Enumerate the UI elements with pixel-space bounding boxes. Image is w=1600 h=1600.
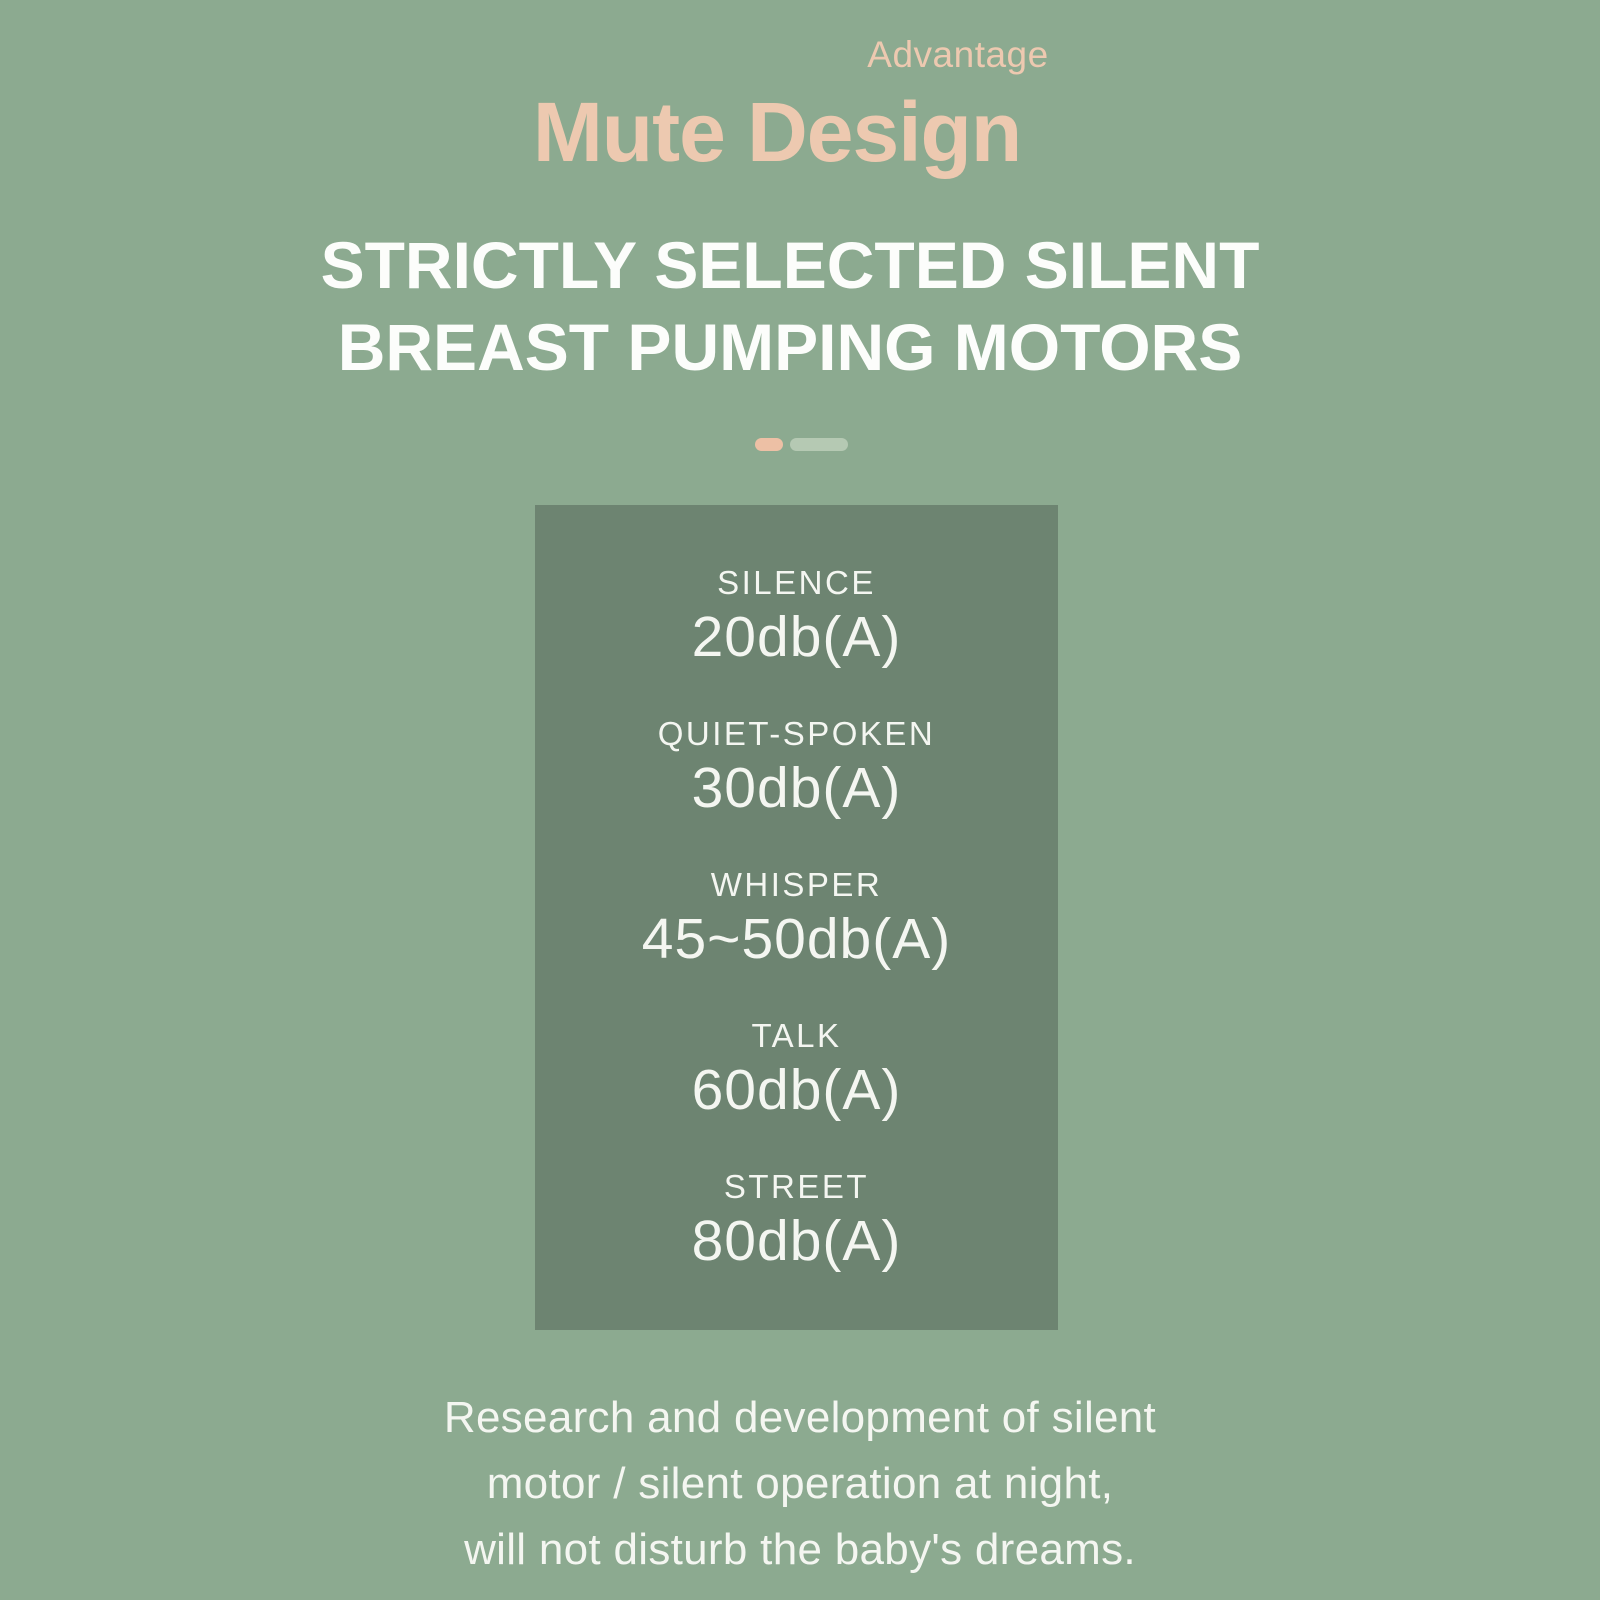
noise-level-label: QUIET-SPOKEN xyxy=(657,715,936,752)
noise-level-row-quiet-spoken xyxy=(658,714,936,819)
noise-level-value: 30db(A) xyxy=(691,756,902,820)
divider xyxy=(2,438,1600,451)
noise-level-value: 60db(A) xyxy=(691,1058,902,1122)
footer-line-1: Research and development of silent xyxy=(443,1393,1157,1442)
noise-level-row-street xyxy=(692,1167,902,1272)
divider-green-dash xyxy=(790,438,848,451)
noise-level-row-whisper xyxy=(642,865,951,970)
section-heading xyxy=(0,224,1590,388)
noise-level-value: 45~50db(A) xyxy=(641,907,952,971)
divider-pink-dash xyxy=(755,438,783,451)
noise-level-label: SILENCE xyxy=(717,564,876,601)
heading-line-2: BREAST PUMPING MOTORS xyxy=(337,310,1243,384)
noise-level-label: TALK xyxy=(751,1017,842,1054)
advantage-eyebrow: Advantage xyxy=(867,34,1049,75)
noise-level-row-silence xyxy=(692,563,902,668)
noise-level-label: WHISPER xyxy=(710,866,883,903)
noise-level-label: STREET xyxy=(723,1168,870,1205)
noise-level-panel xyxy=(535,505,1058,1330)
noise-level-row-talk xyxy=(692,1016,902,1121)
footer-line-3: will not disturb the baby's dreams. xyxy=(464,1525,1136,1574)
page-title: Mute Design xyxy=(532,85,1022,179)
footer-note xyxy=(0,1385,1600,1583)
footer-line-2: motor / silent operation at night, xyxy=(486,1459,1114,1508)
heading-line-1: STRICTLY SELECTED SILENT xyxy=(320,228,1260,302)
noise-level-value: 20db(A) xyxy=(691,605,902,669)
noise-level-value: 80db(A) xyxy=(691,1209,902,1273)
